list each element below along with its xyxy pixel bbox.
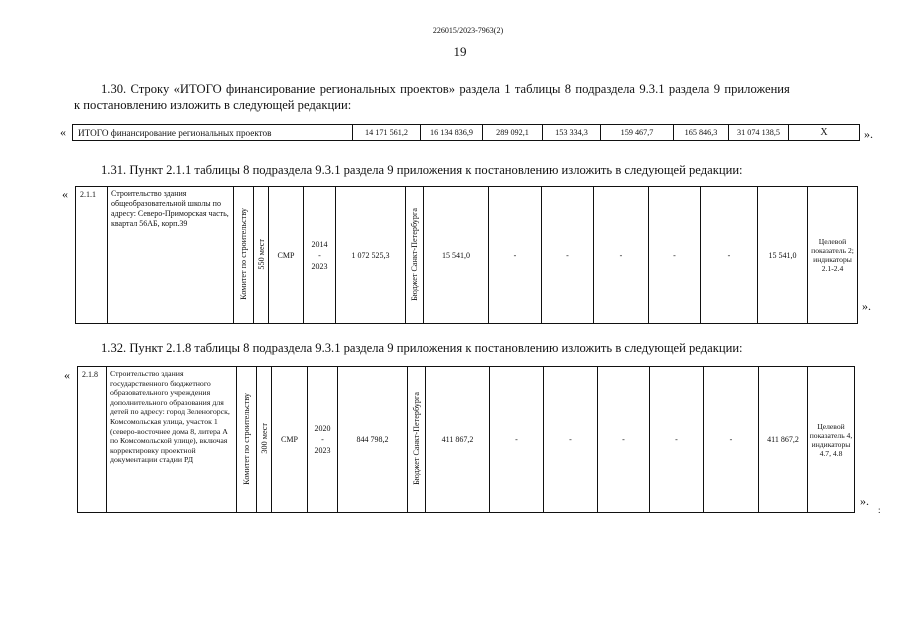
- total-financing-table: [72, 124, 860, 141]
- table-cell: -: [489, 187, 542, 324]
- capacity-cell: [257, 367, 272, 513]
- item-number: 2.1.1: [76, 187, 108, 324]
- executor-cell: [234, 187, 254, 324]
- paragraph-1-30-line1: 1.30. Строку «ИТОГО финансирование региональных проектов» раздела 1 таблицы 8 подраздела 9.3.1 раздела 9 приложения: [101, 82, 790, 96]
- table-cell: 31 074 138,5: [729, 125, 789, 141]
- open-quote: «: [62, 187, 68, 201]
- indicators: Целевой показатель 2; индикаторы 2.1-2.4: [808, 187, 858, 324]
- amount: 411 867,2: [426, 367, 490, 513]
- capacity: 550 мест: [256, 238, 266, 270]
- open-quote: «: [64, 368, 70, 382]
- table-cell: 165 846,3: [674, 125, 729, 141]
- close-quote: ».: [860, 494, 869, 508]
- page-number: 19: [453, 44, 467, 59]
- table-cell: 153 334,3: [543, 125, 601, 141]
- capacity: 300 мест: [259, 423, 269, 454]
- paragraph-1-31: 1.31. Пункт 2.1.1 таблицы 8 подраздела 9.3.1 раздела 9 приложения к постановлению изложить в следующей редакции:: [101, 163, 743, 177]
- table-row: [78, 367, 855, 513]
- close-quote: ».: [862, 299, 871, 313]
- table-cell: 159 467,7: [601, 125, 674, 141]
- table-cell: -: [649, 187, 701, 324]
- paragraph-1-32: 1.32. Пункт 2.1.8 таблицы 8 подраздела 9.3.1 раздела 9 приложения к постановлению изложить в следующей редакции:: [101, 341, 743, 355]
- document-number: 226015/2023-7963(2): [432, 26, 504, 35]
- work-type: СМР: [272, 367, 308, 513]
- table-cell: Х: [789, 125, 860, 141]
- item-number: 2.1.8: [78, 367, 107, 513]
- paragraph-1-30-line2: к постановлению изложить в следующей редакции:: [74, 98, 352, 112]
- row-label: ИТОГО финансирование региональных проектов: [73, 125, 353, 141]
- funding-source: Бюджет Санкт-Петербурга: [412, 392, 421, 485]
- executor: Комитет по строительству: [242, 392, 251, 485]
- table-cell: -: [650, 367, 704, 513]
- amount: 15 541,0: [424, 187, 489, 324]
- total: 411 867,2: [759, 367, 808, 513]
- source-cell: [406, 187, 424, 324]
- item-description: Строительство здания государственного бюджетного образовательного учреждения дополнительного образования для детей по адресу: город Зеленогорск, Комсомольская улица, участок 1 (северо-восточнее дома 8, литера А по Комсомольской улице), включая корректировку проектной документации стадии РД: [107, 367, 237, 513]
- table-cell: 14 171 561,2: [353, 125, 421, 141]
- table-cell: 16 134 836,9: [421, 125, 483, 141]
- total: 15 541,0: [758, 187, 808, 324]
- cost: 1 072 525,3: [336, 187, 406, 324]
- open-quote: «: [60, 125, 66, 139]
- table-cell: -: [490, 367, 544, 513]
- table-cell: 289 092,1: [483, 125, 543, 141]
- table-cell: -: [594, 187, 649, 324]
- work-type: СМР: [269, 187, 304, 324]
- table-cell: -: [598, 367, 650, 513]
- capacity-cell: [254, 187, 269, 324]
- table-cell: -: [701, 187, 758, 324]
- table-cell: -: [704, 367, 759, 513]
- margin-mark: :: [878, 505, 881, 515]
- executor: Комитет по строительству: [239, 208, 248, 300]
- cost: 844 798,2: [338, 367, 408, 513]
- table-row: [73, 125, 860, 141]
- executor-cell: [237, 367, 257, 513]
- years: 2014 - 2023: [304, 187, 336, 324]
- table-cell: -: [544, 367, 598, 513]
- table-cell: -: [542, 187, 594, 324]
- close-quote: ».: [864, 127, 873, 141]
- funding-source: Бюджет Санкт-Петербурга: [410, 207, 419, 301]
- indicators: Целевой показатель 4, индикаторы 4.7, 4.8: [808, 367, 855, 513]
- item-description: Строительство здания общеобразовательной школы по адресу: Северо-Приморская часть, квартал 56АБ, корп.39: [108, 187, 234, 324]
- item-2-1-8-table: [77, 366, 855, 513]
- table-row: [76, 187, 858, 324]
- item-2-1-1-table: [75, 186, 858, 324]
- years: 2020 - 2023: [308, 367, 338, 513]
- source-cell: [408, 367, 426, 513]
